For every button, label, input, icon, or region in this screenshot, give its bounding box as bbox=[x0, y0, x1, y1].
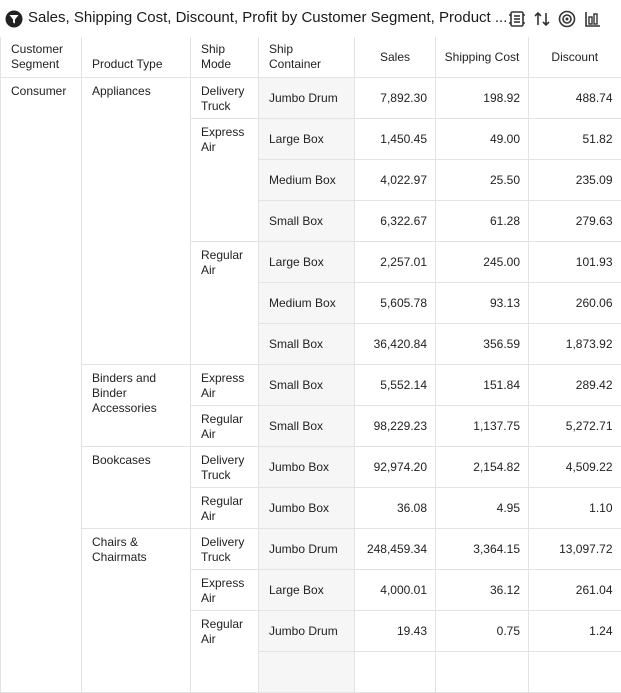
target-icon[interactable] bbox=[557, 9, 577, 29]
cell-discount[interactable]: 235.09 bbox=[529, 160, 621, 201]
col-header-ship-container[interactable]: Ship Container bbox=[259, 37, 355, 78]
col-header-customer-segment[interactable]: Customer Segment bbox=[1, 37, 82, 78]
cell-ship-container[interactable]: Medium Box bbox=[259, 160, 355, 201]
cell-shipping-cost[interactable]: 198.92 bbox=[436, 78, 529, 119]
col-header-discount[interactable]: Discount bbox=[529, 37, 621, 78]
cell-sales[interactable]: 1,450.45 bbox=[355, 119, 436, 160]
cell-product-type[interactable]: Binders and Binder Accessories bbox=[82, 365, 191, 447]
cell-ship-container[interactable]: Jumbo Drum bbox=[259, 529, 355, 570]
cell-discount[interactable]: 4,509.22 bbox=[529, 447, 621, 488]
cell-discount[interactable]: 101.93 bbox=[529, 242, 621, 283]
table-row bbox=[1, 78, 621, 119]
cell-customer-segment[interactable]: Consumer bbox=[1, 78, 82, 693]
cell-ship-container[interactable]: Jumbo Drum bbox=[259, 611, 355, 652]
cell-shipping-cost[interactable]: 36.12 bbox=[436, 570, 529, 611]
cell-ship-mode[interactable]: Express Air bbox=[191, 365, 259, 406]
cell-discount[interactable]: 1.10 bbox=[529, 488, 621, 529]
cell-shipping-cost[interactable]: 3,364.15 bbox=[436, 529, 529, 570]
cell-sales[interactable]: 36.08 bbox=[355, 488, 436, 529]
cell-sales[interactable]: 5,552.14 bbox=[355, 365, 436, 406]
cell-discount[interactable]: 289.42 bbox=[529, 365, 621, 406]
chart-type-icon[interactable] bbox=[582, 9, 602, 29]
col-header-sales[interactable]: Sales bbox=[355, 37, 436, 78]
cell-ship-mode[interactable]: Regular Air bbox=[191, 488, 259, 529]
cell-ship-container[interactable]: Large Box bbox=[259, 119, 355, 160]
cell-sales[interactable]: 6,322.67 bbox=[355, 201, 436, 242]
cell-ship-container[interactable]: Large Box bbox=[259, 570, 355, 611]
cell-shipping-cost[interactable]: 356.59 bbox=[436, 324, 529, 365]
cell-discount[interactable]: 260.06 bbox=[529, 283, 621, 324]
cell-shipping-cost[interactable]: 245.00 bbox=[436, 242, 529, 283]
cell-discount[interactable]: 13,097.72 bbox=[529, 529, 621, 570]
cell-discount[interactable]: 51.82 bbox=[529, 119, 621, 160]
cell-product-type[interactable]: Chairs & Chairmats bbox=[82, 529, 191, 693]
table-row bbox=[1, 447, 621, 488]
cell-ship-mode[interactable]: Delivery Truck bbox=[191, 529, 259, 570]
cell-ship-container[interactable]: Small Box bbox=[259, 406, 355, 447]
pivot-table bbox=[0, 37, 613, 653]
cell-ship-mode[interactable]: Delivery Truck bbox=[191, 447, 259, 488]
cell-sales[interactable]: 2,257.01 bbox=[355, 242, 436, 283]
col-header-shipping-cost[interactable]: Shipping Cost bbox=[436, 37, 529, 78]
cell-sales[interactable]: 248,459.34 bbox=[355, 529, 436, 570]
cell-sales[interactable] bbox=[355, 652, 436, 693]
title-bar bbox=[0, 0, 600, 36]
cell-shipping-cost[interactable]: 1,137.75 bbox=[436, 406, 529, 447]
cell-sales[interactable]: 36,420.84 bbox=[355, 324, 436, 365]
cell-discount[interactable]: 279.63 bbox=[529, 201, 621, 242]
cell-sales[interactable]: 5,605.78 bbox=[355, 283, 436, 324]
cell-shipping-cost[interactable]: 93.13 bbox=[436, 283, 529, 324]
cell-ship-container[interactable]: Medium Box bbox=[259, 283, 355, 324]
cell-sales[interactable]: 7,892.30 bbox=[355, 78, 436, 119]
col-header-product-type[interactable]: Product Type bbox=[82, 37, 191, 78]
filter-funnel-icon[interactable] bbox=[5, 10, 23, 28]
cell-shipping-cost[interactable]: 2,154.82 bbox=[436, 447, 529, 488]
cell-ship-container[interactable]: Jumbo Box bbox=[259, 488, 355, 529]
cell-ship-container[interactable] bbox=[259, 652, 355, 693]
cell-discount[interactable]: 261.04 bbox=[529, 570, 621, 611]
sort-icon[interactable] bbox=[532, 9, 552, 29]
cell-ship-mode[interactable]: Express Air bbox=[191, 119, 259, 242]
cell-discount[interactable]: 5,272.71 bbox=[529, 406, 621, 447]
cell-sales[interactable]: 19.43 bbox=[355, 611, 436, 652]
cell-sales[interactable]: 92,974.20 bbox=[355, 447, 436, 488]
cell-ship-container[interactable]: Jumbo Drum bbox=[259, 78, 355, 119]
cell-shipping-cost[interactable]: 0.75 bbox=[436, 611, 529, 652]
cell-ship-mode[interactable]: Delivery Truck bbox=[191, 78, 259, 119]
cell-discount[interactable] bbox=[529, 652, 621, 693]
cell-ship-container[interactable]: Large Box bbox=[259, 242, 355, 283]
cell-ship-mode[interactable]: Regular Air bbox=[191, 242, 259, 365]
cell-discount[interactable]: 488.74 bbox=[529, 78, 621, 119]
cell-shipping-cost[interactable]: 49.00 bbox=[436, 119, 529, 160]
cell-shipping-cost[interactable]: 25.50 bbox=[436, 160, 529, 201]
cell-ship-container[interactable]: Small Box bbox=[259, 201, 355, 242]
visualization-title: Sales, Shipping Cost, Discount, Profit by Customer Segment, Product ... bbox=[28, 9, 508, 26]
col-header-ship-mode[interactable]: Ship Mode bbox=[191, 37, 259, 78]
cell-ship-container[interactable]: Small Box bbox=[259, 324, 355, 365]
chart-settings-icon[interactable] bbox=[507, 9, 527, 29]
cell-sales[interactable]: 4,000.01 bbox=[355, 570, 436, 611]
cell-sales[interactable]: 98,229.23 bbox=[355, 406, 436, 447]
cell-discount[interactable]: 1,873.92 bbox=[529, 324, 621, 365]
cell-ship-container[interactable]: Small Box bbox=[259, 365, 355, 406]
cell-shipping-cost[interactable]: 151.84 bbox=[436, 365, 529, 406]
table-row bbox=[1, 365, 621, 406]
cell-shipping-cost[interactable] bbox=[436, 652, 529, 693]
cell-ship-mode[interactable]: Regular Air bbox=[191, 406, 259, 447]
cell-discount[interactable]: 1.24 bbox=[529, 611, 621, 652]
cell-ship-container[interactable]: Jumbo Box bbox=[259, 447, 355, 488]
cell-ship-mode[interactable]: Express Air bbox=[191, 570, 259, 611]
table-row bbox=[1, 529, 621, 570]
header-row bbox=[1, 37, 621, 78]
cell-shipping-cost[interactable]: 61.28 bbox=[436, 201, 529, 242]
cell-product-type[interactable]: Bookcases bbox=[82, 447, 191, 529]
cell-shipping-cost[interactable]: 4.95 bbox=[436, 488, 529, 529]
cell-ship-mode[interactable]: Regular Air bbox=[191, 611, 259, 693]
cell-sales[interactable]: 4,022.97 bbox=[355, 160, 436, 201]
cell-product-type[interactable]: Appliances bbox=[82, 78, 191, 365]
